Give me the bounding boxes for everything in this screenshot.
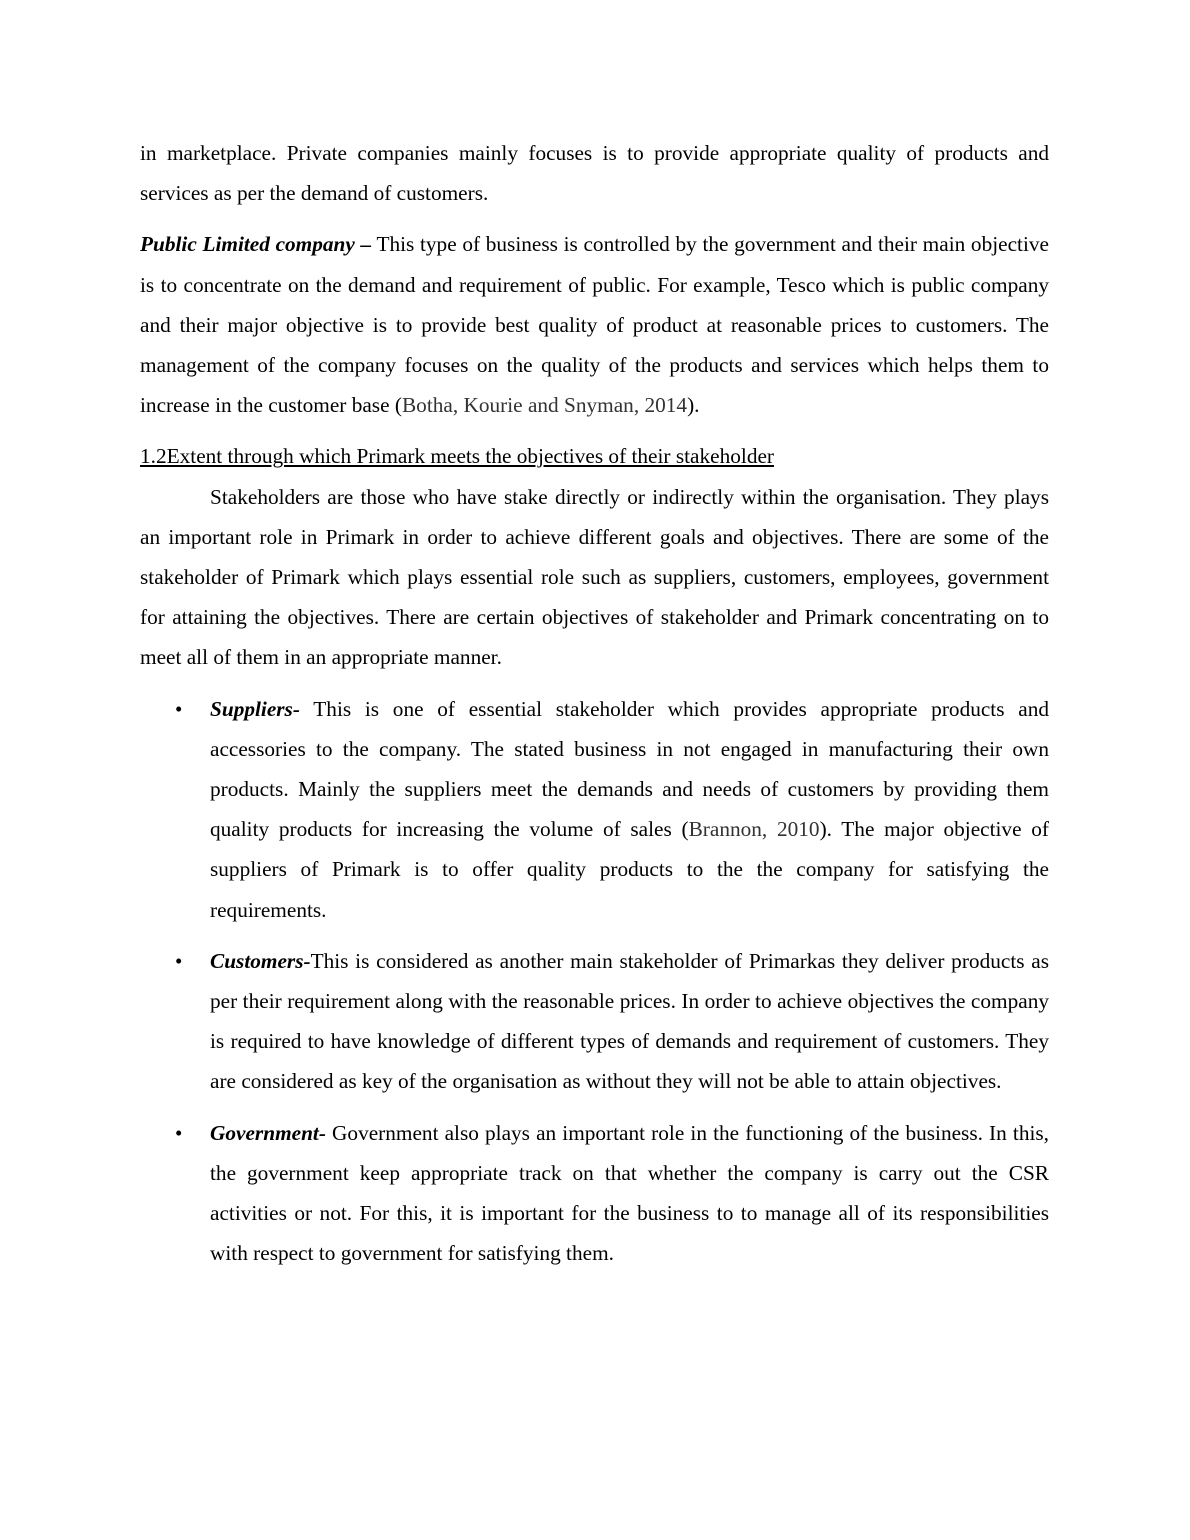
- section-heading: 1.2Extent through which Primark meets the objectives of their stakeholder: [140, 444, 775, 469]
- list-item-term: Customers-: [210, 948, 311, 973]
- intro-paragraph: [140, 133, 1049, 213]
- public-company-term: Public Limited company –: [140, 232, 372, 257]
- list-item-text: This is considered as another main stakeholder of Primarkas they deliver products as per their requirement along with the reasonable prices. In order to achieve objectives the company is required to have knowledge of different types of demands and requirement of customers. They are considered as key of the organisation as without they will not be able to attain objectives.: [210, 948, 1049, 1094]
- bullet-icon: •: [175, 1120, 183, 1145]
- stakeholder-paragraph: Stakeholders are those who have stake directly or indirectly within the organisation. They plays an important role in Primark in order to achieve different goals and objectives. There are some of the stakeholder of Primark which plays essential role such as suppliers, customers, employees, government for attaining the objectives. There are certain objectives of stakeholder and Primark concentrating on to meet all of them in an appropriate manner.: [140, 484, 1049, 670]
- list-item-term: Suppliers-: [210, 696, 300, 721]
- list-item-text: This is one of essential stakeholder which provides appropriate products and accessories to the company. The stated business in not engaged in manufacturing their own products. Mainly the suppliers meet the demands and needs of customers by providing them quality products for increasing the volume of sales (: [210, 696, 1049, 842]
- list-item-government: [140, 1113, 1049, 1274]
- list-item-text-end: ). The major objective of suppliers of Primark is to offer quality products to the the company for satisfying the requirements.: [210, 817, 1049, 922]
- public-company-text-end: ).: [687, 393, 700, 418]
- bullet-icon: •: [175, 696, 183, 721]
- list-item-term: Government-: [210, 1120, 326, 1145]
- list-item-suppliers: [140, 689, 1049, 930]
- intro-text: in marketplace. Private companies mainly focuses is to provide appropriate quality of products and services as per the demand of customers.: [140, 141, 1049, 206]
- public-company-paragraph: [140, 224, 1049, 425]
- public-company-text: This type of business is controlled by the government and their main objective is to concentrate on the demand and requirement of public. For example, Tesco which is public company and their major objective is to provide best quality of product at reasonable prices to customers. The management of the company focuses on the quality of the products and services which helps them to increase in the customer base (: [140, 232, 1049, 418]
- list-item-customers: [140, 941, 1049, 1102]
- list-item-text: Government also plays an important role in the functioning of the business. In this, the government keep appropriate track on that whether the company is carry out the CSR activities or not. For this, it is important for the business to to manage all of its responsibilities with respect to government for satisfying them.: [210, 1120, 1049, 1266]
- bullet-icon: •: [175, 948, 183, 973]
- citation: Botha, Kourie and Snyman, 2014: [401, 393, 688, 418]
- document-page: [140, 133, 1049, 1284]
- stakeholder-list: [140, 689, 1049, 1274]
- citation: Brannon, 2010: [688, 817, 820, 842]
